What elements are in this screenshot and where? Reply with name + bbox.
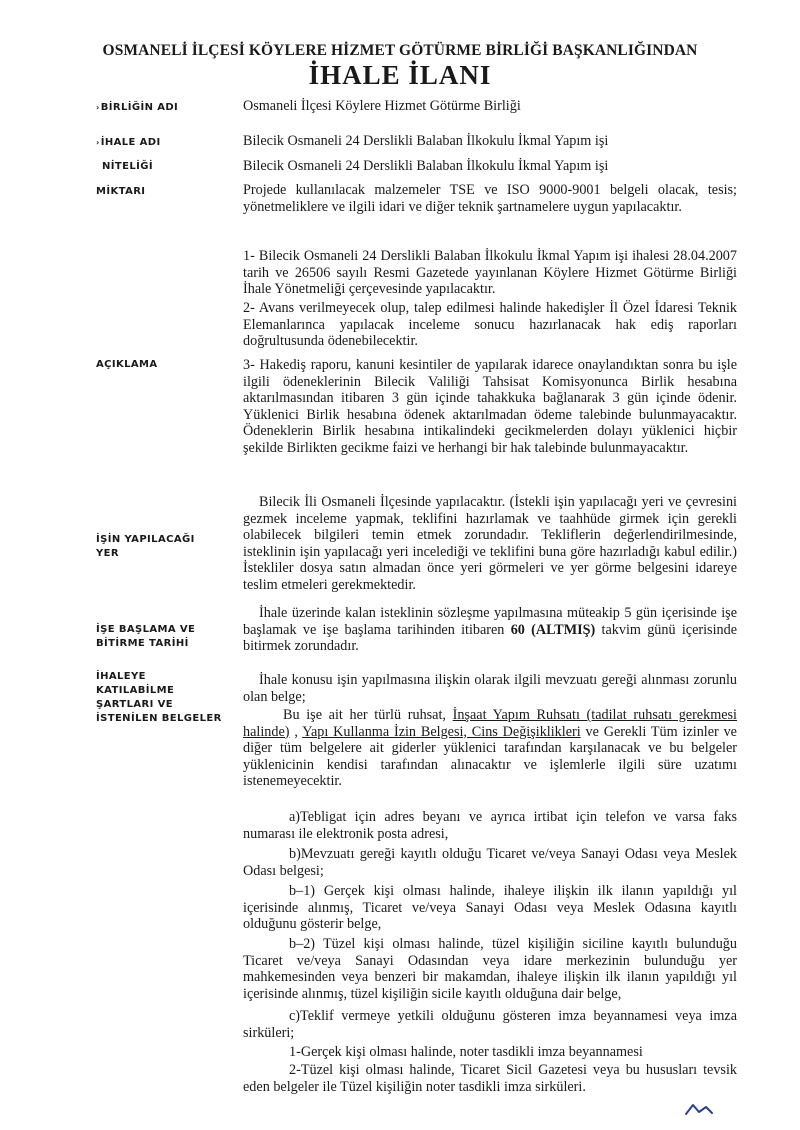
ruhsat-text-1: Bu işe ait her türlü ruhsat, — [283, 707, 453, 723]
item-b: b)Mevzuatı gereği kayıtlı olduğu Ticaret ve/veya Sanayi Odası veya Meslek Odası belgesi; — [243, 846, 737, 879]
katilim-ruhsat — [243, 707, 737, 790]
value-ihale: Bilecik Osmaneli 24 Derslikli Balaban İlkokulu İkmal Yapım işi — [243, 133, 609, 149]
label-yer — [96, 533, 246, 561]
bullet-icon: › — [96, 103, 100, 112]
label-birlik-text: BİRLİĞİN ADI — [100, 102, 179, 113]
aciklama-item-2: 2- Avans verilmeyecek olup, talep edilmesi halinde hakedişler İl Özel İdaresi Teknik Elemanlarınca yapılacak inceleme sonucu hazırlanacak hak ediş raporları doğrultusunda ödenebilecektir. — [243, 300, 737, 350]
aciklama-item-3: 3- Hakediş raporu, kanuni kesintiler de yapılarak idarece onaylandıktan sonra bu işle ilgili ödeneklerinin Bilecik Valiliği Tahsisat Komisyonunca Birlik hesabına aktarılmasından itibaren 3 gün içinde tahakkuka bağlanarak 3 gün içinde ödenir. Yüklenici Birlik hesabına ödenek aktarılmadan ödeme talebinde bulunmayacaktır. Ödeneklerin Birlik hesabına intikalindeki gecikmelerden dolayı yüklenici hiçbir şekilde Birlikten gecikme faizi ve herhangi bir hak talebinde bulunmayacaktır. — [243, 357, 737, 456]
tarih-text-1: İhale üzerinde kalan isteklinin sözleşme yapılmasına müteakip 5 gün içerisinde işe başlamak ve işe başlama tarihinden itibaren — [243, 605, 737, 638]
label-yer-line1: İŞİN YAPILACAĞI — [96, 534, 195, 545]
value-birlik: Osmaneli İlçesi Köylere Hizmet Götürme Birliği — [243, 98, 521, 114]
label-tarih-line1: İŞE BAŞLAMA VE — [96, 624, 196, 635]
item-b1: b–1) Gerçek kişi olması halinde, ihaleye ilişkin ilk ilanın yapıldığı yıl içerisinde alınmış, Ticaret ve/veya Sanayi Odası veya Meslek Odasına kayıtlı olduğunu gösterir belge, — [243, 883, 737, 933]
item-c: c)Teklif vermeye yetkili olduğunu gösteren imza beyannamesi veya imza sirküleri; — [243, 1008, 737, 1041]
value-yer: Bilecik İli Osmaneli İlçesinde yapılacaktır. (İstekli işin yapılacağı yeri ve çevresini gezmek inceleme yapmak, teklifini hazırlamak ve taahhüde girmek için gerekli olabilecek bilgileri temin etmek zorundadır. Tekliflerin değerlendirilmesinde, isteklinin işin yapılacağı yeri incelediği ve teklifini buna göre hazırladığı kabul edilir.) İstekliler dosya satın almadan önce yeri görmeleri ve yer görme belgesini idareye teslim etmeleri gerekmektedir. — [243, 494, 737, 593]
ruhsat-underlined-2: Yapı Kullanma İzin Belgesi, Cins Değişiklikleri — [302, 723, 581, 740]
label-katilim-line2: KATILABİLME — [96, 685, 175, 696]
value-miktar: Projede kullanılacak malzemeler TSE ve ISO 9000-9001 belgeli olacak, tesis; yönetmeliklere ve ilgili idari ve diğer teknik şartnamelere uygun yapılacaktır. — [243, 182, 737, 215]
tarih-text-2: takvim günü içerisinde bitirmek zorundadır. — [243, 621, 738, 655]
ruhsat-text-3: ve Gerekli Tüm izinler ve diğer tüm belgelere ait giderler yüklenici tarafından karşılanacak ve bu belgeler yüklenicinin kendisi tarafından alınacaktır ve işlemlerle ilgili süre uzatımı istenemeyecektir. — [243, 723, 737, 790]
bullet-icon: › — [96, 138, 100, 147]
item-c1: 1-Gerçek kişi olması halinde, noter tasdikli imza beyannamesi — [289, 1044, 643, 1060]
ruhsat-text-2: , — [289, 723, 303, 740]
label-aciklama: AÇIKLAMA — [96, 359, 158, 370]
item-a: a)Tebligat için adres beyanı ve ayrıca irtibat için telefon ve varsa faks numarası ile elektronik posta adresi, — [243, 809, 737, 842]
aciklama-item-1: 1- Bilecik Osmaneli 24 Derslikli Balaban İlkokulu İkmal Yapım işi ihalesi 28.04.2007 tarih ve 26506 sayılı Resmi Gazetede yayınlanan Köylere Hizmet Götürme Birliği İhale Yönetmeliği çerçevesinde yapılacaktır. — [243, 248, 737, 298]
ruhsat-underlined-1: İnşaat Yapım Ruhsatı (tadilat ruhsatı gerekmesi halinde) — [243, 707, 737, 740]
katilim-intro: İhale konusu işin yapılmasına ilişkin olarak ilgili mevzuatı gereği alınması zorunlu olan belge; — [243, 672, 737, 705]
label-tarih-line2: BİTİRME TARİHİ — [96, 638, 189, 649]
label-miktar: MİKTARI — [96, 186, 146, 197]
label-katilim-line4: İSTENİLEN BELGELER — [96, 713, 222, 724]
signature-icon — [684, 1100, 714, 1118]
tarih-duration: 60 (ALTMIŞ) — [510, 621, 596, 638]
label-katilim — [96, 670, 246, 726]
label-nitelik: NİTELİĞİ — [102, 161, 153, 172]
label-katilim-line1: İHALEYE — [96, 671, 146, 682]
label-birlik — [96, 101, 246, 115]
label-ihale-text: İHALE ADI — [100, 137, 161, 148]
label-ihale — [96, 136, 246, 150]
value-nitelik: Bilecik Osmaneli 24 Derslikli Balaban İlkokulu İkmal Yapım işi — [243, 158, 609, 174]
label-katilim-line3: ŞARTLARI VE — [96, 699, 173, 710]
label-tarih — [96, 623, 246, 651]
item-c2: 2-Tüzel kişi olması halinde, Ticaret Sicil Gazetesi veya bu hususları tevsik eden belgeler ile Tüzel kişiliğin noter tasdikli imza sirküleri. — [243, 1062, 737, 1095]
value-tarih — [243, 605, 737, 655]
item-b2: b–2) Tüzel kişi olması halinde, tüzel kişiliğin siciline kayıtlı bulunduğu Ticaret ve/veya Sanayi Odasından veya idare merkezinin bulunduğu yer mahkemesinden veya benzeri bir makamdan, ihaleye ilişkin ilk ilanın yapıldığı yıl içerisinde alınmış, tüzel kişiliğin sicile kayıtlı olduğuna dair belge, — [243, 936, 737, 1002]
label-yer-line2: YER — [96, 548, 119, 559]
header-org: OSMANELİ İLÇESİ KÖYLERE HİZMET GÖTÜRME BİRLİĞİ BAŞKANLIĞINDAN — [102, 42, 698, 59]
page-title: İHALE İLANI — [308, 60, 492, 90]
